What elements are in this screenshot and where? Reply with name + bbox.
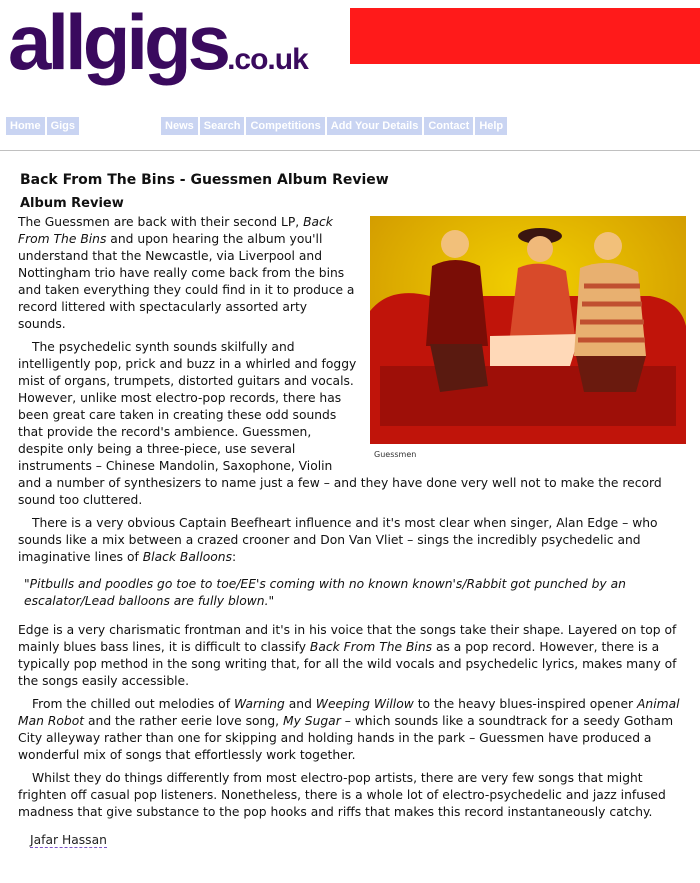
section-title: Album Review bbox=[20, 196, 124, 211]
nav-help[interactable]: Help bbox=[475, 117, 507, 135]
text-run: – which sounds like a soundtrack for a seedy Gotham City alleyway rather than one for skipping and holding hands in the park – Guessmen have produced a wonderful mix of songs that effortlessly work together. bbox=[18, 714, 674, 762]
text-run: and upon hearing the album you'll understand that the Newcastle, via Liverpool and Nottingham trio have really come back from the bins and taken everything they could find in it to produce a record littered with spectacularly assorted arty sounds. bbox=[18, 232, 355, 331]
nav-competitions[interactable]: Competitions bbox=[246, 117, 324, 135]
text-run: and bbox=[284, 697, 316, 711]
italic-title: Black Balloons bbox=[142, 550, 232, 564]
nav-spacer bbox=[81, 117, 159, 135]
article bbox=[18, 172, 686, 848]
text-run: The Guessmen are back with their second LP, bbox=[18, 215, 304, 229]
text-run: : bbox=[231, 550, 237, 564]
paragraph-5 bbox=[18, 696, 686, 764]
text-run: to the heavy blues-inspired opener bbox=[413, 697, 637, 711]
photo-caption: Guessmen bbox=[374, 450, 417, 459]
advert-banner[interactable] bbox=[350, 8, 700, 64]
nav-divider bbox=[0, 150, 700, 151]
nav-home[interactable]: Home bbox=[6, 117, 45, 135]
article-title: Back From The Bins - Guessmen Album Review bbox=[20, 172, 389, 188]
logo-wordmark: allgigs bbox=[8, 0, 228, 86]
italic-title: My Sugar bbox=[282, 714, 341, 728]
nav-gigs[interactable]: Gigs bbox=[47, 117, 79, 135]
italic-title: Back From The Bins bbox=[309, 640, 433, 654]
italic-title: Weeping Willow bbox=[315, 697, 414, 711]
text-run: From the chilled out melodies of bbox=[32, 697, 234, 711]
logo-domain: .co.uk bbox=[227, 43, 308, 76]
text-run: There is a very obvious Captain Beefheart influence and it's most clear when singer, Alan Edge – who sounds like a mix between a crazed crooner and Don Van Vliet – sings the incredibly psychedelic and imaginative lines of bbox=[18, 516, 658, 564]
text-run: The psychedelic synth sounds skilfully and intelligently pop, prick and buzz in a whirled and foggy mist of organs, trumpets, distorted guitars and vocals. However, unlike most electro-pop records, there has been great care taken in creating these odd sounds that provide the record's ambience. Guessmen, despite only being a three-piece, use several instruments – Chinese Mandolin, Saxophone, Violin and a number of synthesizers to name just a few – and they have done very well not to make the record sound too cluttered. bbox=[18, 340, 662, 507]
site-header bbox=[0, 0, 700, 110]
paragraph-4 bbox=[18, 622, 686, 690]
nav-contact[interactable]: Contact bbox=[424, 117, 473, 135]
main-nav bbox=[6, 117, 692, 135]
italic-title: Animal Man Robot bbox=[18, 697, 680, 728]
nav-search[interactable]: Search bbox=[200, 117, 245, 135]
text-run: and the rather eerie love song, bbox=[84, 714, 283, 728]
lyrics-quote: "Pitbulls and poodles go toe to toe/EE's coming with no known known's/Rabbit got punched by an escalator/Lead balloons are fully blown." bbox=[24, 577, 626, 608]
paragraph-3 bbox=[18, 515, 686, 566]
italic-title: Back From The Bins bbox=[18, 215, 333, 246]
text-run: Whilst they do things differently from most electro-pop artists, there are very few songs that might frighten off casual pop listeners. Nonetheless, there is a whole lot of electro-psychedelic and jazz infused madness that give substance to the pop hooks and riffs that makes this record instantaneously catchy. bbox=[18, 771, 666, 819]
text-run: as a pop record. However, there is a typically pop method in the song writing that, for all the wild vocals and psychedelic lyrics, makes many of the songs easily accessible. bbox=[18, 640, 677, 688]
paragraph-6 bbox=[18, 770, 686, 821]
band-photo-figure bbox=[370, 216, 686, 459]
italic-title: Warning bbox=[233, 697, 285, 711]
nav-add-your-details[interactable]: Add Your Details bbox=[327, 117, 423, 135]
text-run: Edge is a very charismatic frontman and it's in his voice that the songs take their shape. Layered on top of mainly blues bass lines, it is difficult to classify bbox=[18, 623, 677, 654]
band-photo bbox=[370, 216, 686, 444]
nav-news[interactable]: News bbox=[161, 117, 198, 135]
site-logo[interactable] bbox=[8, 0, 308, 86]
author-link[interactable]: Jafar Hassan bbox=[30, 833, 107, 847]
